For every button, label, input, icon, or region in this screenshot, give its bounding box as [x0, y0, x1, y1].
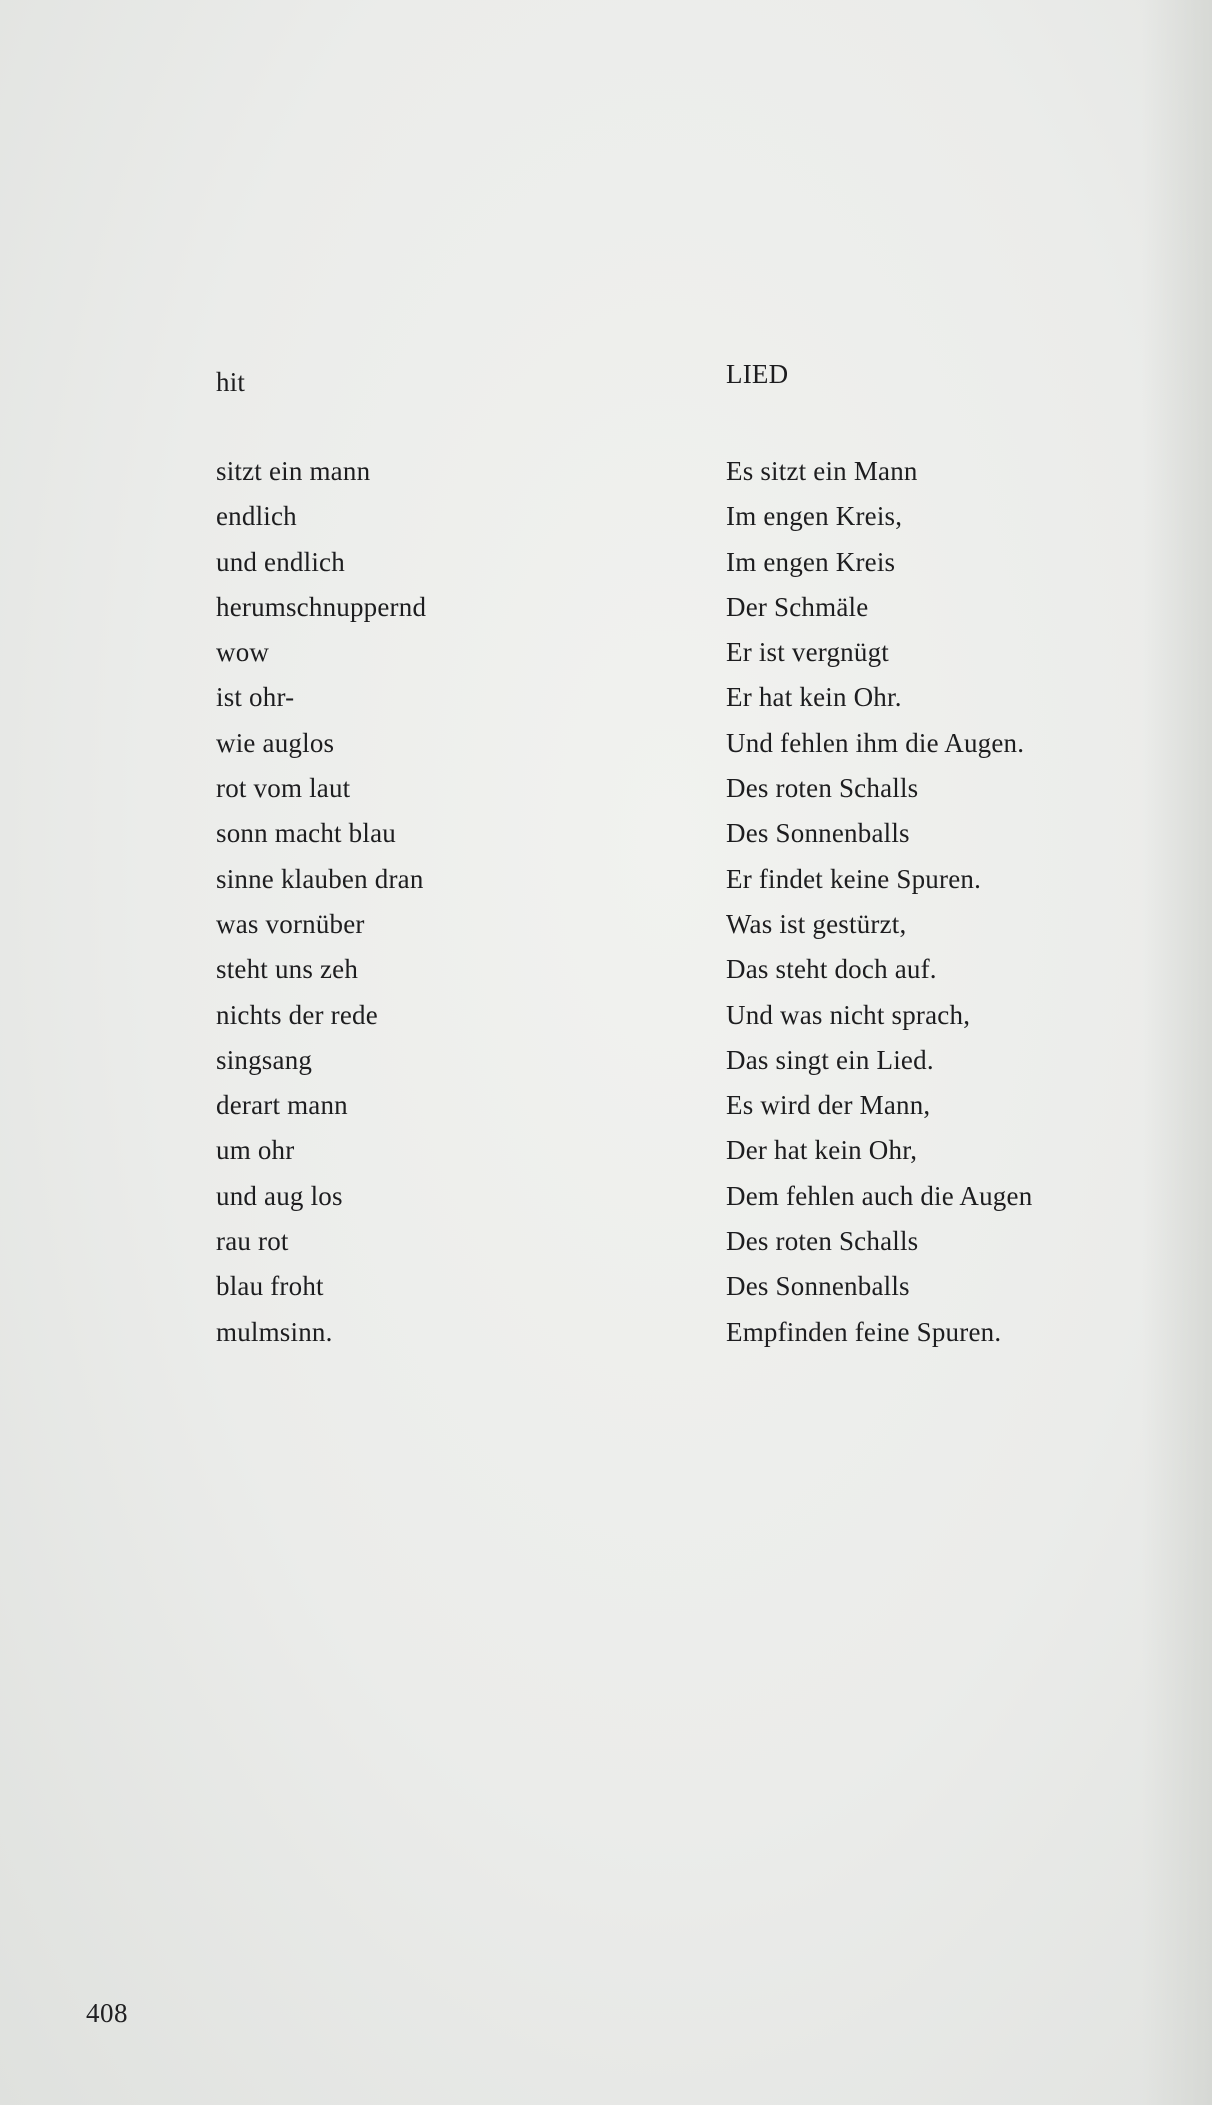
poem-line: derart mann: [216, 1090, 348, 1121]
poem-line: um ohr: [216, 1135, 295, 1166]
page-number: 408: [86, 1998, 128, 2028]
poem-line: Und was nicht sprach,: [726, 999, 971, 1030]
poem-line: Es wird der Mann,: [726, 1090, 931, 1121]
poem-line: steht uns zeh: [216, 954, 359, 985]
poem-line: Des roten Schalls: [726, 1226, 919, 1257]
poem-line: was vornüber: [216, 908, 365, 939]
poem-line: wie auglos: [216, 727, 335, 758]
poem-line: Des Sonnenballs: [726, 818, 910, 849]
poem-line: singsang: [216, 1044, 313, 1075]
right-poem-title: LIED: [726, 359, 789, 389]
poem-line: und aug los: [216, 1180, 343, 1211]
poem-line: Das steht doch auf.: [726, 954, 937, 985]
left-poem-title: hit: [216, 367, 246, 397]
left-poem: [216, 360, 686, 1355]
poem-line: mulmsinn.: [216, 1316, 333, 1347]
poem-line: Er ist vergnügt: [726, 637, 889, 668]
poem-line: rot vom laut: [216, 773, 351, 804]
poem-line: Des roten Schalls: [726, 773, 919, 804]
poem-line: und endlich: [216, 546, 345, 577]
poem-line: endlich: [216, 501, 297, 532]
poem-line: rau rot: [216, 1226, 289, 1257]
poem-line: herumschnuppernd: [216, 591, 427, 622]
right-poem: [726, 360, 1136, 1355]
poem-line: Es sitzt ein Mann: [726, 456, 918, 486]
poem-line: sonn macht blau: [216, 818, 396, 849]
poem-line: Im engen Kreis: [726, 546, 896, 577]
poem-line: Das singt ein Lied.: [726, 1044, 934, 1075]
poem-line: sinne klauben dran: [216, 863, 424, 894]
left-poem-lines: [216, 449, 686, 1355]
poem-line: sitzt ein mann: [216, 456, 371, 486]
poem-line: Er findet keine Spuren.: [726, 863, 982, 894]
poem-line: wow: [216, 637, 270, 668]
poem-line: Und fehlen ihm die Augen.: [726, 727, 1025, 758]
poem-line: blau froht: [216, 1271, 324, 1302]
right-poem-lines: [726, 449, 1136, 1355]
poem-line: Empfinden feine Spuren.: [726, 1316, 1002, 1347]
poem-line: Dem fehlen auch die Augen: [726, 1180, 1033, 1211]
poem-line: Was ist gestürzt,: [726, 908, 907, 939]
poem-line: nichts der rede: [216, 999, 378, 1030]
poem-line: Des Sonnenballs: [726, 1271, 910, 1302]
poem-line: Im engen Kreis,: [726, 501, 903, 532]
poem-line: ist ohr-: [216, 682, 295, 713]
poem-line: Der hat kein Ohr,: [726, 1135, 918, 1166]
poem-line: Er hat kein Ohr.: [726, 682, 902, 713]
poem-line: Der Schmäle: [726, 591, 869, 622]
